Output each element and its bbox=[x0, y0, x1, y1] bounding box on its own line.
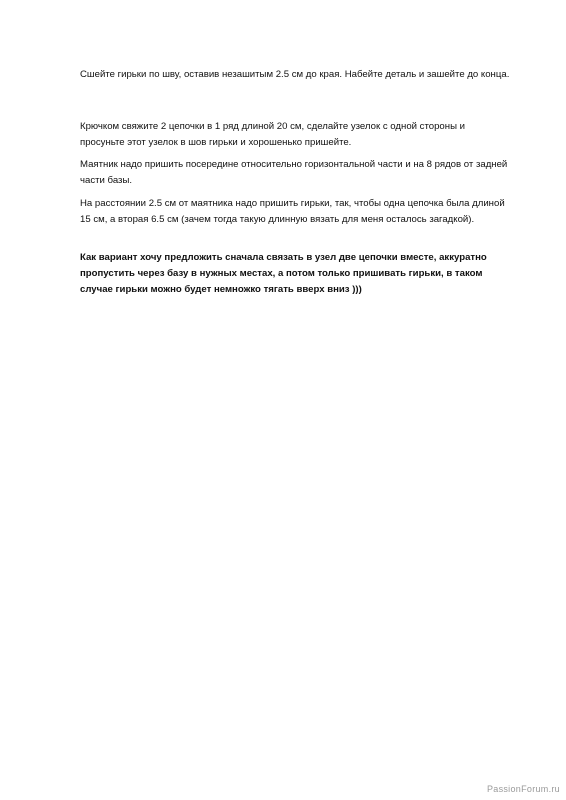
paragraph-alternative-suggestion: Как вариант хочу предложить сначала связать в узел две цепочки вместе, аккуратно пропустить через базу в нужных местах, а потом только пришивать гирьки, в таком случае гирьки можно будет немножко тягать вверх вниз ))) bbox=[80, 252, 487, 295]
paragraph-sew-weights: Сшейте гирьки по шву, оставив незашитым 2.5 см до края. Набейте деталь и зашейте до конца. bbox=[80, 69, 510, 80]
watermark: PassionForum.ru bbox=[486, 784, 560, 794]
paragraph-crochet-chains: Крючком свяжите 2 цепочки в 1 ряд длиной 20 см, сделайте узелок с одной стороны и просуньте этот узелок в шов гирьки и хорошенько пришейте. bbox=[80, 121, 465, 148]
paragraph-weights-distance: На расстоянии 2.5 см от маятника надо пришить гирьки, так, чтобы одна цепочка была длиной 15 см, а вторая 6.5 см (зачем тогда такую длинную вязать для меня осталось загадкой). bbox=[80, 198, 505, 225]
paragraph-pendulum: Маятник надо пришить посередине относительно горизонтальной части и на 8 рядов от задней части базы. bbox=[80, 159, 508, 186]
